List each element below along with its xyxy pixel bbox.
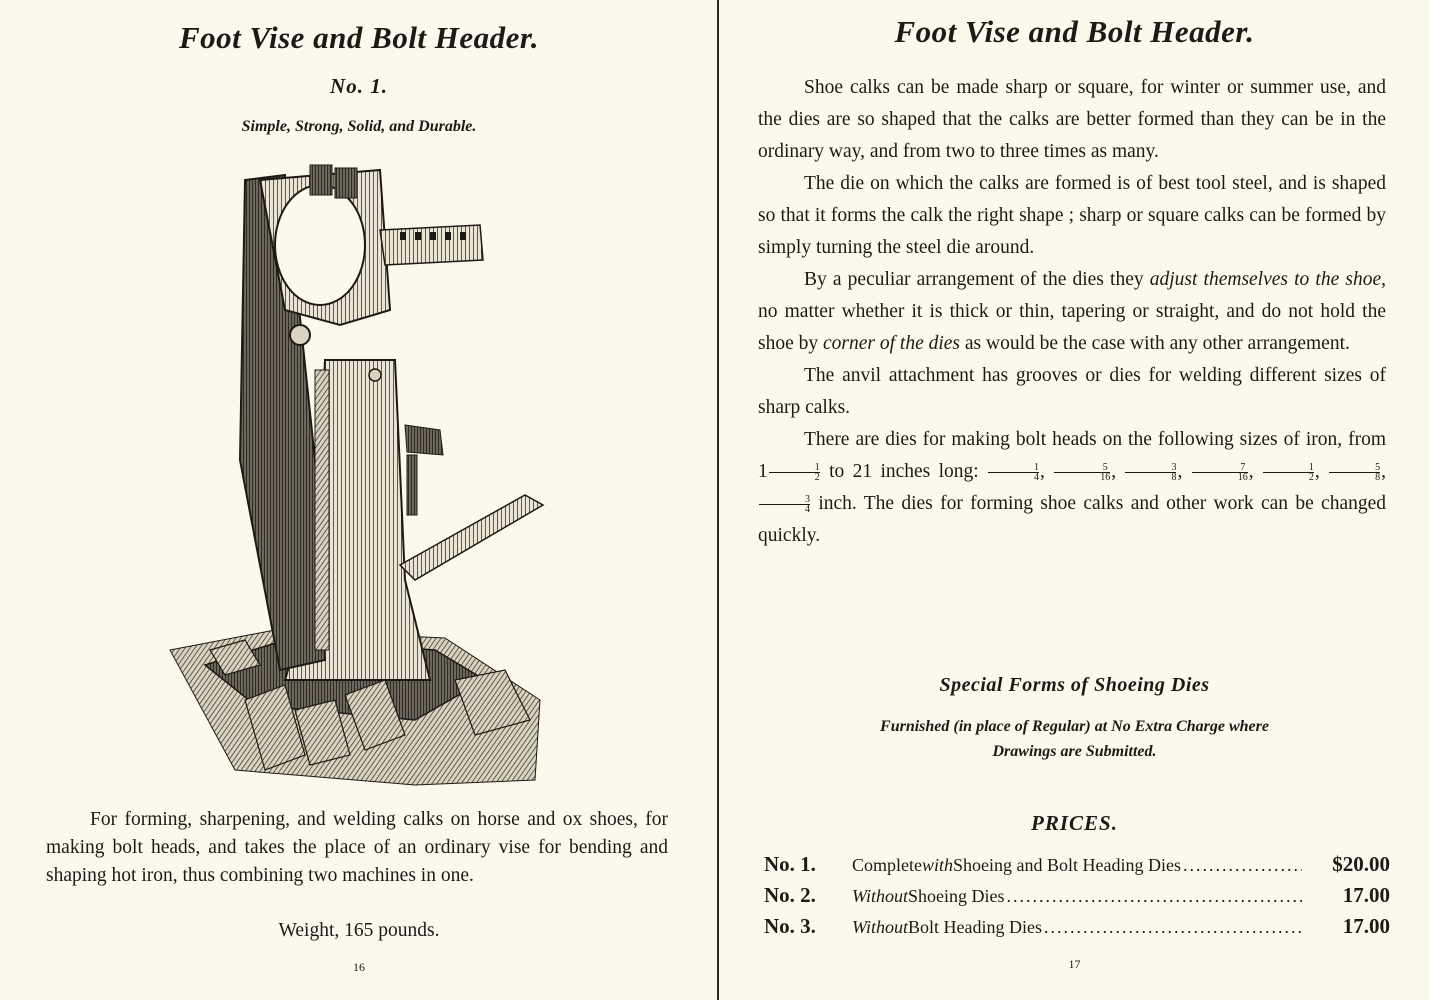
price-description: Without Bolt Heading Dies ..... [852, 917, 1302, 938]
fraction: $\frac{7}{16}$ [1192, 463, 1248, 482]
foot-vise-engraving-icon [165, 160, 555, 790]
price-description: Complete with Shoeing and Bolt Heading Dies ..... [852, 855, 1302, 876]
description-paragraph: For forming, sharpening, and welding calks on horse and ox shoes, for making bolt heads, and takes the place of an ordinary vise for bending and shaping hot iron, thus combining two machines in one. [46, 809, 668, 886]
description-text [46, 806, 668, 890]
price-model: No. 1. [764, 852, 816, 876]
price-row [764, 852, 1390, 883]
price-model: No. 3. [764, 914, 816, 938]
body-text [758, 72, 1386, 552]
price-row [764, 883, 1390, 914]
paragraph-5: There are dies for making bolt heads on the following sizes of iron, from 1 $\frac{1}{2}$ to 21 inches long: $\frac{1}{4}$ , $\frac{5}{16}$ , $\frac{3}{8}$ , $\frac{7}{16}$ , $\frac{1}{2}$ , $\frac{5}{8}$ , $\frac{3}{4}$ inch. The dies for forming shoe calks and other work can be changed quickly. [758, 429, 1386, 546]
left-page-title: Foot Vise and Bolt Header. [178, 20, 540, 55]
fraction: $\frac{5}{16}$ [1054, 463, 1110, 482]
price-amount: $20.00 [1332, 852, 1390, 876]
paragraph-1: Shoe calks can be made sharp or square, for winter or summer use, and the dies are so shaped that the calks are better formed than they can be in the ordinary way, and from two to three times as many. [758, 77, 1386, 162]
price-row [764, 914, 1390, 945]
page-number: 16 [353, 960, 365, 974]
tagline: Simple, Strong, Solid, and Durable. [241, 118, 477, 135]
fraction: $\frac{1}{2}$ [1263, 463, 1314, 482]
weight-text: Weight, 165 pounds. [278, 920, 440, 941]
fraction: $\frac{3}{8}$ [1125, 463, 1176, 482]
price-model: No. 2. [764, 883, 816, 907]
fraction: $\frac{3}{4}$ [759, 495, 810, 514]
special-forms-note-line-2: Drawings are Submitted. [992, 743, 1157, 760]
page-divider [717, 0, 719, 1000]
fraction: $\frac{1}{4}$ [988, 463, 1039, 482]
price-description: Without Shoeing Dies ..... [852, 886, 1302, 907]
fraction: $\frac{1}{2}$ [769, 463, 820, 482]
paragraph-2: The die on which the calks are formed is of best tool steel, and is shaped so that it forms the calk the right shape ; sharp or square calks can be formed by simply turning the steel die around. [758, 173, 1386, 258]
price-amount: 17.00 [1342, 914, 1390, 938]
bolt-size-list: $\frac{1}{4}$ , $\frac{5}{16}$ , $\frac{3}{8}$ , $\frac{7}{16}$ , $\frac{1}{2}$ , $\frac{5}{8}$ , $\frac{3}{4}$ [758, 461, 1386, 514]
page-number: 17 [1068, 957, 1081, 971]
right-page-title: Foot Vise and Bolt Header. [894, 14, 1255, 49]
price-amount: 17.00 [1342, 883, 1390, 907]
paragraph-4: The anvil attachment has grooves or dies for welding different sizes of sharp calks. [758, 365, 1386, 418]
prices-heading: PRICES. [1031, 811, 1118, 835]
fraction: $\frac{5}{8}$ [1329, 463, 1380, 482]
model-number: No. 1. [330, 74, 388, 98]
right-page [720, 0, 1429, 1000]
special-forms-note-line-1: Furnished (in place of Regular) at No Extra Charge where [880, 718, 1269, 735]
paragraph-3: By a peculiar arrangement of the dies they adjust themselves to the shoe, no matter whether it is thick or thin, tapering or straight, and do not hold the shoe by corner of the dies as would be the case with any other arrangement. [758, 269, 1386, 354]
price-table [764, 852, 1390, 945]
special-forms-heading: Special Forms of Shoeing Dies [939, 674, 1210, 696]
